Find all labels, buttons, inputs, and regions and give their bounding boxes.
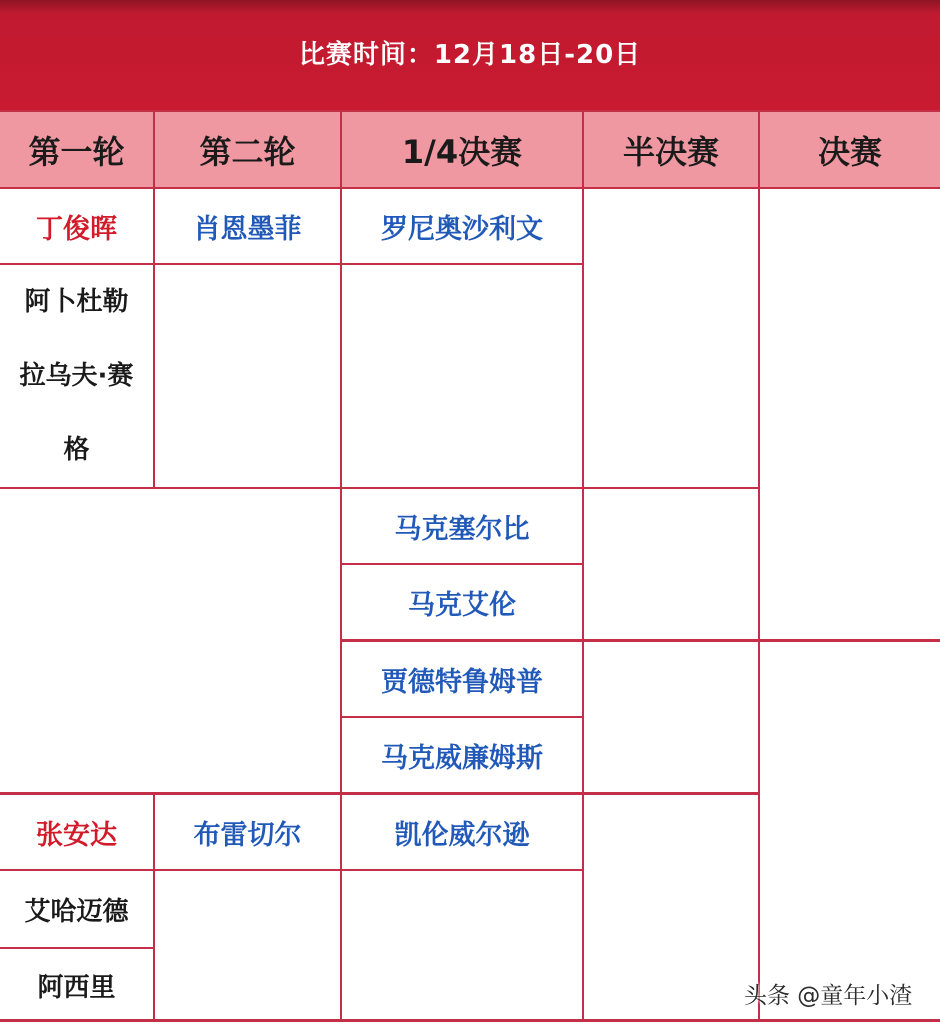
player-name-line: 拉乌夫·赛: [19, 361, 134, 391]
player-name-line: 阿卜杜勒: [24, 287, 129, 317]
grid-line: [0, 487, 760, 489]
grid-line: [582, 110, 584, 1021]
column-header-semifinal: 半决赛: [584, 112, 758, 187]
grid-line: [153, 793, 155, 1021]
grid-line: [340, 110, 342, 1021]
grid-line: [0, 110, 940, 112]
column-header-final: 决赛: [760, 112, 940, 187]
grid-line: [0, 187, 940, 189]
grid-line: [153, 110, 155, 487]
player-r2-brecel: 布雷切尔: [193, 819, 302, 851]
grid-line: [340, 563, 584, 565]
player-r1-zhang-anda: 张安达: [36, 819, 117, 851]
player-qf-judd-trump: 贾德特鲁姆普: [381, 666, 543, 698]
grid-line: [340, 716, 584, 718]
grid-line: [0, 947, 153, 949]
column-header-round2: 第二轮: [155, 112, 340, 187]
grid-line: [758, 110, 760, 1021]
grid-line: [340, 639, 940, 642]
schedule-title: 比赛时间：12月18日-20日: [298, 39, 642, 70]
player-qf-kyren-wilson: 凯伦威尔逊: [394, 819, 530, 851]
grid-line: [0, 869, 584, 871]
player-r2-shaun-murphy: 肖恩墨菲: [193, 213, 302, 245]
player-r1-ahmed: 艾哈迈德: [24, 896, 129, 927]
player-name-line: 格: [63, 435, 90, 465]
player-r1-ding-junhui: 丁俊晖: [36, 213, 117, 245]
grid-line: [0, 1019, 940, 1022]
grid-line: [0, 792, 760, 795]
watermark: 头条 @童年小渣: [744, 983, 913, 1009]
column-header-round1: 第一轮: [0, 112, 153, 187]
column-header-quarterfinal: 1/4决赛: [342, 112, 582, 187]
player-qf-ronnie-osullivan: 罗尼奥沙利文: [381, 213, 543, 245]
grid-line: [0, 263, 584, 265]
player-qf-mark-selby: 马克塞尔比: [394, 513, 530, 545]
player-qf-mark-allen: 马克艾伦: [408, 589, 516, 621]
player-r1-abdul-raouf-sayegh: [0, 265, 153, 487]
player-qf-mark-williams: 马克威廉姆斯: [381, 742, 543, 774]
player-r1-asiri: 阿西里: [37, 972, 116, 1003]
